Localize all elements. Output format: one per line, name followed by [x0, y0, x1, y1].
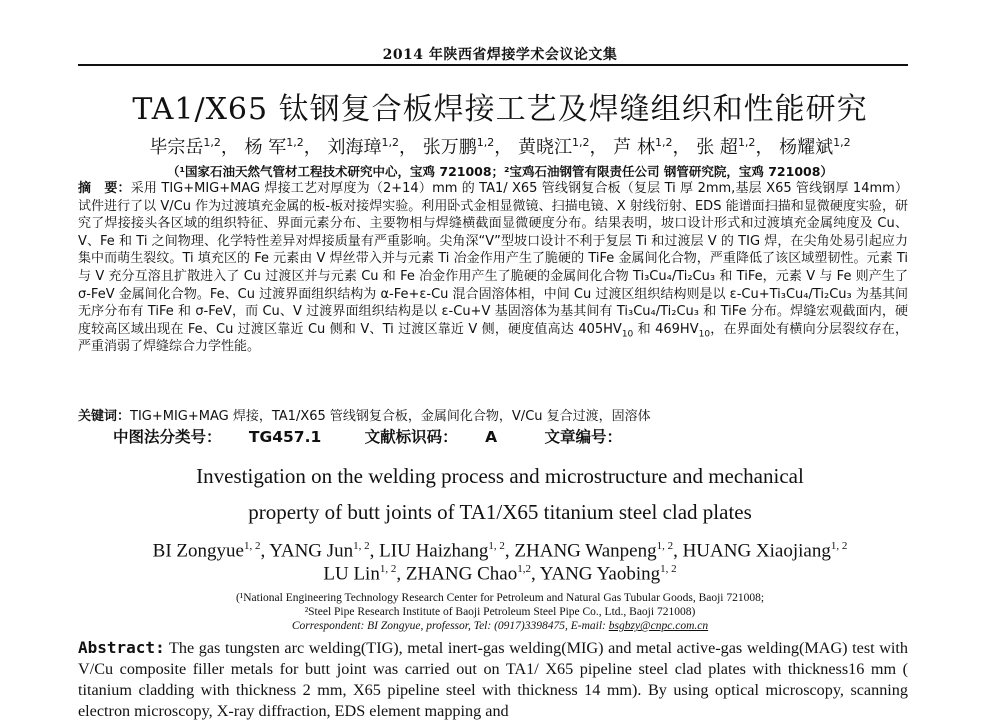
abstract-text: 为基其间无序分布有 TiFe 和 σ-FeV，而 Cu、V 过渡界面组织结构是以 ε-Cu+V 基固溶体为基其间有 Ti	[78, 286, 908, 320]
author: LIU Haizhang	[379, 540, 489, 562]
classification-line	[113, 425, 622, 447]
author-affil-mark: 1,2	[203, 136, 221, 149]
english-abstract	[78, 637, 908, 722]
author: 杨耀斌	[779, 137, 834, 158]
abstract-text: 采用 TIG+MIG+MAG 焊接工艺对厚度为（2+14）mm 的 TA1/ X65 管线钢复合板（复层 Ti 厚 2mm,基层 X65 管线钢厚 14mm）试件进行了以 V/Cu 作为过渡填充金属的板-板对接焊实验。利用卧式金相显微镜、扫描电镜、X 射线衍射、EDS 能谱面扫描和显微硬度实验，研究了焊接接头各区域的组织特征、界面元素分布、主要物相与焊缝横截面显微硬度分布。结果表明，坡口设计形式和过渡填充金属纯度及 Cu、V、Fe 和 Ti 之间物理、化学特性差异对焊接质量有严重影响。尖角深“V”型坡口设计不利于复层 Ti 和过渡层 V 的 TIG 焊，在尖角处易引起应力集中而萌生裂纹。Ti 填充区的 Fe 元素由 V 焊丝带入并与元素 Ti 冶金作用产生了脆硬的 TiFe 金属间化合物，严重降低了该区域塑韧性。元素 Ti 与 V 充分互溶且扩散进入了 Cu 过渡区并与元素 Cu 和 Fe 冶金作用产生了脆硬的金属间化合物 Ti	[78, 181, 908, 284]
abstract-text: 和 469HV	[637, 321, 699, 337]
author: HUANG Xiaojiang	[682, 540, 831, 562]
correspondent-line	[0, 620, 1000, 632]
chinese-abstract	[78, 180, 908, 356]
english-affiliation-1: (¹National Engineering Technology Research Center for Petroleum and Natural Gas Tubular Goods, Baoji 721008;	[235, 592, 765, 604]
author-affil-mark: 1,2	[381, 136, 400, 149]
chinese-affiliation: （¹国家石油天然气管材工程技术研究中心，宝鸡 721008；²宝鸡石油钢管有限责任公司 钢管研究院，宝鸡 721008）	[167, 164, 833, 179]
abstract-text: ，在界面处有横向分层裂纹存在，严重消弱了焊缝综合力学性能。	[78, 321, 908, 355]
email-link[interactable]: bsgbzy@cnpc.com.cn	[608, 620, 709, 632]
doc-code-label: 文献标识码：	[364, 428, 458, 446]
author-affil-mark: 1, 2	[656, 540, 674, 552]
abstract-text: 和 TiFe，元素 V 与 Fe 则产生了 σ-FeV 金属间化合物。Fe、Cu 过渡界面组织结构为 α-Fe+ε-Cu 混合固溶体相，中间 Cu 过渡区组织结构则是以 ε-Cu+Ti	[78, 268, 908, 302]
author-affil-mark: 1,2	[833, 136, 851, 149]
chinese-authors: 毕宗岳$^{1,2}$， 杨 军$^{1,2}$， 刘海璋$^{1,2}$， 张万鹏$^{1,2}$， 黄晓江$^{1,2}$， 芦 林$^{1,2}$， 张 超$^{1,2}$， 杨耀斌$^{1,2}$	[149, 136, 851, 158]
clc-value: TG457.1	[248, 428, 322, 446]
author: BI Zongyue	[152, 540, 244, 562]
author-affil-mark: 1, 2	[660, 563, 677, 575]
author: LU Lin	[323, 563, 380, 585]
separator: ,	[396, 563, 406, 585]
english-authors-line-1	[0, 540, 1000, 562]
clc-label: 中图法分类号：	[113, 428, 222, 446]
author: 芦 林	[613, 137, 655, 158]
abstract-label: 摘 要：	[78, 181, 131, 196]
author: ZHANG Wanpeng	[514, 540, 657, 562]
formula: ₃Cu₄/Ti₂Cu₃	[644, 268, 720, 284]
author-affil-mark: 1,2	[517, 563, 531, 575]
subscript: 10	[621, 329, 634, 340]
chinese-title: TA1/X65 钛钢复合板焊接工艺及焊缝组织和性能研究	[132, 92, 868, 127]
author: 张 超	[696, 137, 738, 158]
author: 毕宗岳	[149, 137, 204, 158]
header-rule	[78, 64, 908, 66]
author: ZHANG Chao	[405, 563, 518, 585]
author: YANG Jun	[269, 540, 354, 562]
abstract-text: The gas tungsten arc welding(TIG), metal inert-gas welding(MIG) and metal active-gas welding(MAG) test with V/Cu composite filler metals for butt joint was carried out on TA1/ X65 pipeline steel clad plates with thickness16 mm ( titanium cladding with thickness 2 mm, X65 pipeline steel with thickness 14 mm). By using optical microscopy, scanning electron microscopy, X-ray diffraction, EDS element mapping and	[78, 639, 908, 720]
author-affil-mark: 1, 2	[830, 540, 848, 552]
correspondent-text: Correspondent: BI Zongyue, professor, Tel: (0917)3398475, E-mail:	[291, 620, 609, 632]
author: YANG Yaobing	[539, 563, 661, 585]
keywords-label: 关键词：	[78, 409, 131, 424]
doc-code-value: A	[485, 428, 498, 446]
separator: ,	[673, 540, 683, 562]
author-affil-mark: 1, 2	[243, 540, 261, 552]
abstract-text: 和 TiFe 分布。焊缝宏观截面内，硬度较高区域出现在 Fe、Cu 过渡区靠近 Cu 侧和 V、Ti 过渡区靠近 V 侧，硬度值高达 405HV	[78, 304, 908, 337]
english-authors-line-2	[0, 563, 1000, 585]
english-affiliation-2: ²Steel Pipe Research Institute of Baoji Petroleum Steel Pipe Co., Ltd., Baoji 721008)	[304, 606, 696, 618]
separator: ,	[504, 540, 515, 562]
formula: ₃Cu₄/Ti₂Cu₃	[780, 286, 856, 302]
author-affil-mark: 1,2	[286, 136, 304, 149]
separator: ,	[530, 563, 540, 585]
chinese-keywords	[78, 405, 908, 424]
author-affil-mark: 1, 2	[379, 563, 397, 575]
separator: ,	[369, 540, 380, 562]
author: 刘海璋	[327, 137, 382, 158]
author-affil-mark: 1,2	[737, 136, 756, 149]
author-affil-mark: 1,2	[654, 136, 673, 149]
english-title-line-1: Investigation on the welding process and microstructure and mechanical	[196, 464, 804, 488]
subscript: 10	[698, 329, 711, 340]
author: 张万鹏	[422, 137, 477, 158]
author-affil-mark: 1,2	[572, 136, 590, 149]
article-no-label: 文章编号：	[544, 428, 622, 446]
author-affil-mark: 1, 2	[353, 540, 370, 552]
running-head: 2014 年陕西省焊接学术会议论文集	[382, 47, 618, 63]
abstract-label: Abstract:	[78, 638, 165, 657]
author: 杨 军	[244, 137, 287, 158]
formula: ₃Cu₄/Ti₂Cu₃	[627, 304, 704, 320]
english-title-line-2: property of butt joints of TA1/X65 titanium steel clad plates	[248, 500, 752, 524]
separator: ,	[260, 540, 270, 562]
author-affil-mark: 1,2	[476, 136, 495, 149]
author-affil-mark: 1, 2	[488, 540, 505, 552]
author: 黄晓江	[518, 137, 572, 158]
keywords-text: TIG+MIG+MAG 焊接，TA1/X65 管线钢复合板，金属间化合物，V/Cu 复合过渡，固溶体	[130, 409, 651, 424]
